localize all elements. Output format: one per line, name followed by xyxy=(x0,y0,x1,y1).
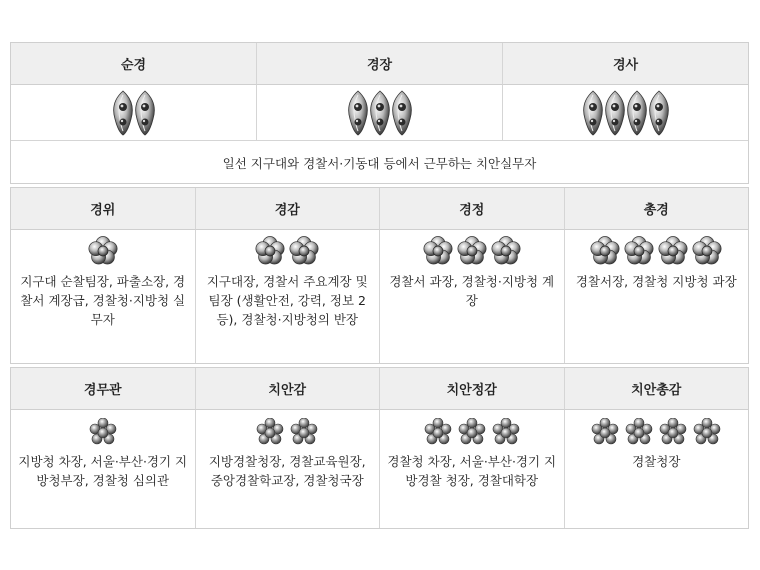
insignia-cell xyxy=(565,410,749,450)
rank-description: 지구대장, 경찰서 주요계장 및 팀장 (생활안전, 강력, 정보 2등), 경찰청·지방청의 반장 xyxy=(206,274,368,327)
cluster-insignia-icon xyxy=(457,418,487,446)
rank-cell xyxy=(380,410,565,528)
flower-insignia-icon xyxy=(88,236,118,266)
flower-insignia-icon xyxy=(624,236,654,266)
rank-header-sungyeong: 순경 xyxy=(11,43,257,85)
cluster-insignia-icon xyxy=(624,418,654,446)
rank-cell xyxy=(565,410,749,528)
cluster-insignia-icon xyxy=(658,418,688,446)
cluster-insignia-icon xyxy=(423,418,453,446)
leaf-insignia-icon xyxy=(646,89,672,137)
rank-header-chiangam: 치안감 xyxy=(196,368,381,410)
flower-insignia-icon xyxy=(658,236,688,266)
flower-insignia-icon xyxy=(457,236,487,266)
rank-header-gyeongjeong: 경정 xyxy=(380,188,565,230)
rank-header-chianchonggam: 치안총감 xyxy=(565,368,749,410)
flower-insignia-icon xyxy=(255,236,285,266)
cluster-insignia-icon xyxy=(590,418,620,446)
rank-table-senior xyxy=(10,367,749,529)
rank-cell xyxy=(380,230,565,363)
insignia-row xyxy=(11,85,748,140)
rank-header-chianjeonggam: 치안정감 xyxy=(380,368,565,410)
rank-description: 지구대 순찰팀장, 파출소장, 경찰서 계장급, 경찰청·지방청 실무자 xyxy=(20,274,186,327)
rank-description: 일선 지구대와 경찰서·기동대 등에서 근무하는 치안실무자 xyxy=(11,140,748,184)
insignia-cell xyxy=(11,230,195,270)
cluster-insignia-icon xyxy=(88,418,118,446)
flower-insignia-icon xyxy=(692,236,722,266)
rank-description: 경찰청장 xyxy=(632,454,681,469)
rank-cell xyxy=(11,230,196,363)
insignia-cell xyxy=(11,410,195,450)
rank-description: 경찰서장, 경찰청 지방청 과장 xyxy=(575,274,737,289)
rank-header-gyeongjang: 경장 xyxy=(257,43,503,85)
cluster-insignia-icon xyxy=(289,418,319,446)
cluster-insignia-icon xyxy=(491,418,521,446)
rank-header-gyeonggam: 경감 xyxy=(196,188,381,230)
rank-header-chonggyeong: 총경 xyxy=(565,188,749,230)
header-row xyxy=(11,368,748,410)
rank-cell xyxy=(11,410,196,528)
rank-description: 경찰서 과장, 경찰청·지방청 계장 xyxy=(389,274,555,308)
header-row xyxy=(11,43,748,85)
cluster-insignia-icon xyxy=(255,418,285,446)
rank-table-officer xyxy=(10,187,749,364)
rank-cell xyxy=(565,230,749,363)
flower-insignia-icon xyxy=(423,236,453,266)
flower-insignia-icon xyxy=(590,236,620,266)
insignia-cell xyxy=(257,85,503,140)
rank-description: 지방경찰청장, 경찰교육원장, 중앙경찰학교장, 경찰청국장 xyxy=(208,454,366,488)
rank-description: 경찰청 차장, 서울·부산·경기 지방경찰 청장, 경찰대학장 xyxy=(387,454,557,488)
flower-insignia-icon xyxy=(289,236,319,266)
body-row xyxy=(11,230,748,363)
insignia-cell xyxy=(380,410,564,450)
insignia-cell xyxy=(503,85,748,140)
insignia-cell xyxy=(11,85,257,140)
rank-cell xyxy=(196,410,381,528)
flower-insignia-icon xyxy=(491,236,521,266)
header-row xyxy=(11,188,748,230)
insignia-cell xyxy=(380,230,564,270)
insignia-cell xyxy=(196,410,380,450)
cluster-insignia-icon xyxy=(692,418,722,446)
insignia-cell xyxy=(565,230,749,270)
leaf-insignia-icon xyxy=(132,89,158,137)
rank-cell xyxy=(196,230,381,363)
rank-header-gyeongmugwan: 경무관 xyxy=(11,368,196,410)
insignia-cell xyxy=(196,230,380,270)
leaf-insignia-icon xyxy=(389,89,415,137)
rank-header-gyeongsa: 경사 xyxy=(503,43,748,85)
rank-description: 지방청 차장, 서울·부산·경기 지방청부장, 경찰청 심의관 xyxy=(18,454,188,488)
rank-header-gyeongwi: 경위 xyxy=(11,188,196,230)
rank-table-junior xyxy=(10,42,749,184)
body-row xyxy=(11,410,748,528)
